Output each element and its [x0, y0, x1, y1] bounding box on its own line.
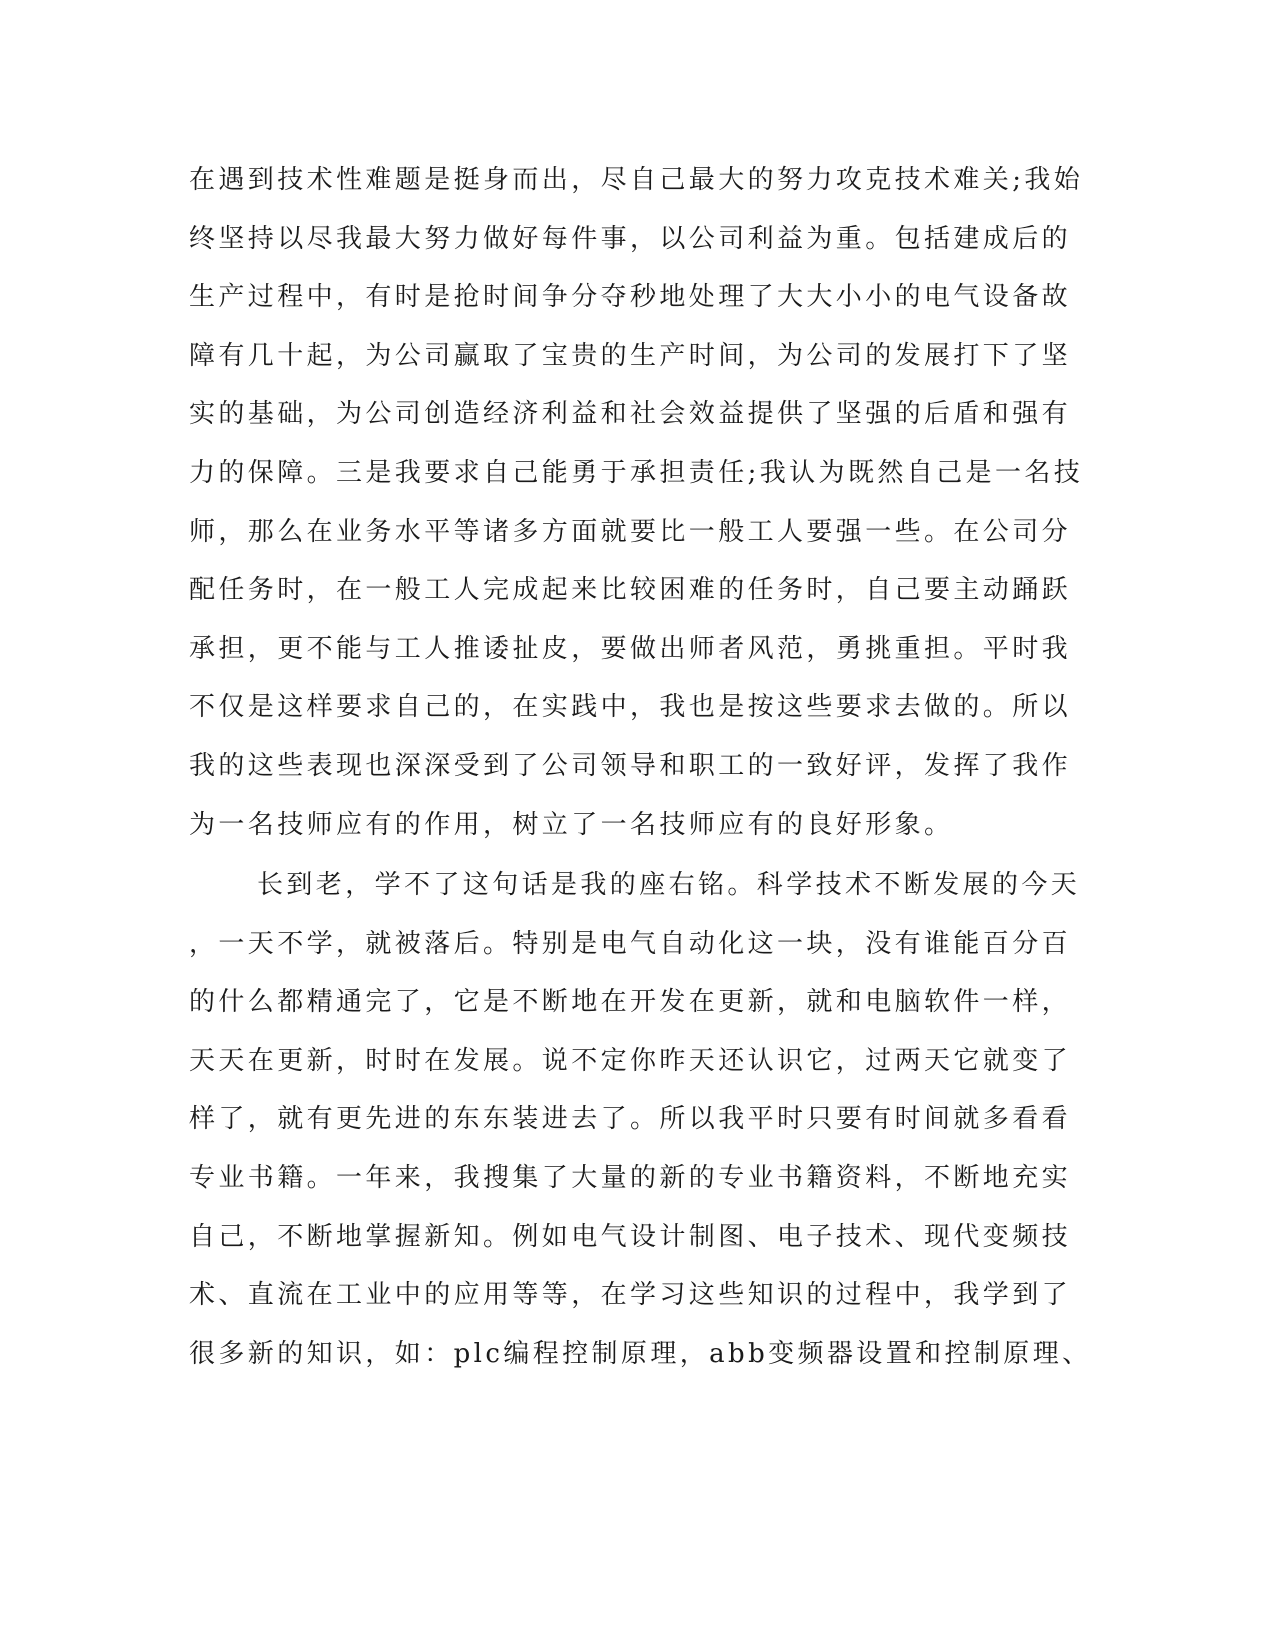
paragraph-line: 很多新的知识，如：plc编程控制原理，abb变频器设置和控制原理、	[189, 1338, 1092, 1369]
paragraph-line: 配任务时，在一般工人完成起来比较困难的任务时，自己要主动踊跃	[189, 575, 1072, 606]
paragraph-line: ，一天不学，就被落后。特别是电气自动化这一块，没有谁能百分百	[189, 928, 1072, 959]
paragraph-line: 生产过程中，有时是抢时间争分夺秒地处理了大大小小的电气设备故	[189, 282, 1072, 313]
paragraph-line: 力的保障。三是我要求自己能勇于承担责任;我认为既然自己是一名技	[189, 458, 1084, 488]
paragraph-line: 天天在更新，时时在发展。说不定你昨天还认识它，过两天它就变了	[189, 1045, 1072, 1076]
paragraph-line: 专业书籍。一年来，我搜集了大量的新的专业书籍资料，不断地充实	[189, 1163, 1072, 1193]
paragraph-line: 的什么都精通完了，它是不断地在开发在更新，就和电脑软件一样，	[189, 987, 1072, 1018]
paragraph-line: 长到老，学不了这句话是我的座右铭。科学技术不断发展的今天	[257, 870, 1081, 900]
paragraph-line: 不仅是这样要求自己的，在实践中，我也是按这些要求去做的。所以	[189, 692, 1072, 723]
paragraph-line: 师，那么在业务水平等诸多方面就要比一般工人要强一些。在公司分	[189, 516, 1072, 547]
paragraph-line: 障有几十起，为公司赢取了宝贵的生产时间，为公司的发展打下了坚	[189, 340, 1072, 371]
paragraph-line: 在遇到技术性难题是挺身而出，尽自己最大的努力攻克技术难关;我始	[189, 165, 1084, 195]
paragraph-line: 承担，更不能与工人推诿扯皮，要做出师者风范，勇挑重担。平时我	[189, 633, 1072, 664]
paragraph-line: 终坚持以尽我最大努力做好每件事，以公司利益为重。包括建成后的	[189, 223, 1072, 254]
paragraph-line: 为一名技师应有的作用，树立了一名技师应有的良好形象。	[189, 809, 954, 840]
paragraph-line: 我的这些表现也深深受到了公司领导和职工的一致好评，发挥了我作	[189, 751, 1072, 781]
paragraph-line: 实的基础，为公司创造经济利益和社会效益提供了坚强的后盾和强有	[189, 399, 1072, 430]
paragraph-line: 术、直流在工业中的应用等等，在学习这些知识的过程中，我学到了	[189, 1280, 1072, 1311]
paragraph-line: 样了，就有更先进的东东装进去了。所以我平时只要有时间就多看看	[189, 1104, 1072, 1135]
paragraph-line: 自己，不断地掌握新知。例如电气设计制图、电子技术、现代变频技	[189, 1221, 1072, 1252]
